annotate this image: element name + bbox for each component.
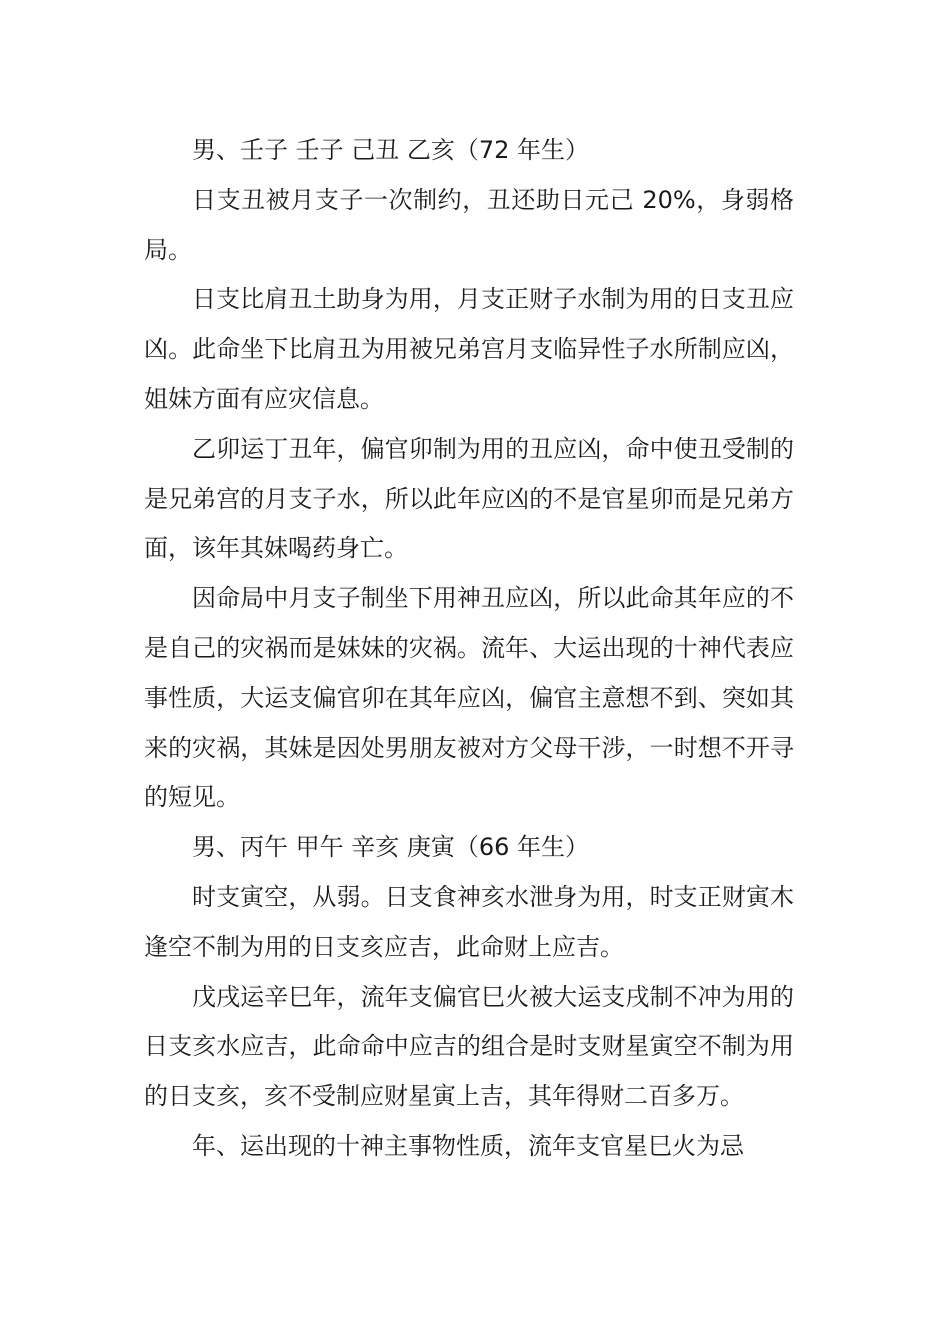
paragraph: 年、运出现的十神主事物性质，流年支官星巳火为忌	[192, 1131, 744, 1160]
paragraph: 时支寅空，从弱。日支食神亥水泄身为用，时支正财寅木逢空不制为用的日支亥应吉，此命财上应吉。	[144, 882, 794, 961]
paragraph: 日支比肩丑土助身为用，月支正财子水制为用的日支丑应凶。此命坐下比肩丑为用被兄弟宫月支临异性子水所制应凶，姐妹方面有应灾信息。	[144, 285, 794, 413]
document-body	[144, 126, 794, 1172]
paragraph: 乙卯运丁丑年，偏官卯制为用的丑应凶，命中使丑受制的是兄弟宫的月支子水，所以此年应凶的不是官星卯而是兄弟方面，该年其妹喝药身亡。	[144, 434, 794, 563]
paragraph-case2-header: 男、丙午 甲午 辛亥 庚寅（66 年生）	[192, 833, 590, 862]
paragraph: 因命局中月支子制坐下用神丑应凶，所以此命其年应的不是自己的灾祸而是妹妹的灾祸。流年、大运出现的十神代表应事性质，大运支偏官卯在其年应凶，偏官主意想不到、突如其来的灾祸，其妹是因处男朋友被对方父母干涉，一时想不开寻的短见。	[144, 584, 794, 812]
paragraph: 日支丑被月支子一次制约，丑还助日元己 20%，身弱格局。	[144, 185, 794, 264]
paragraph-case1-header: 男、壬子 壬子 己丑 乙亥（72 年生）	[192, 136, 590, 164]
paragraph: 戊戌运辛巳年，流年支偏官巳火被大运支戌制不冲为用的日支亥水应吉，此命命中应吉的组合是时支财星寅空不制为用的日支亥，亥不受制应财星寅上吉，其年得财二百多万。	[144, 982, 794, 1111]
